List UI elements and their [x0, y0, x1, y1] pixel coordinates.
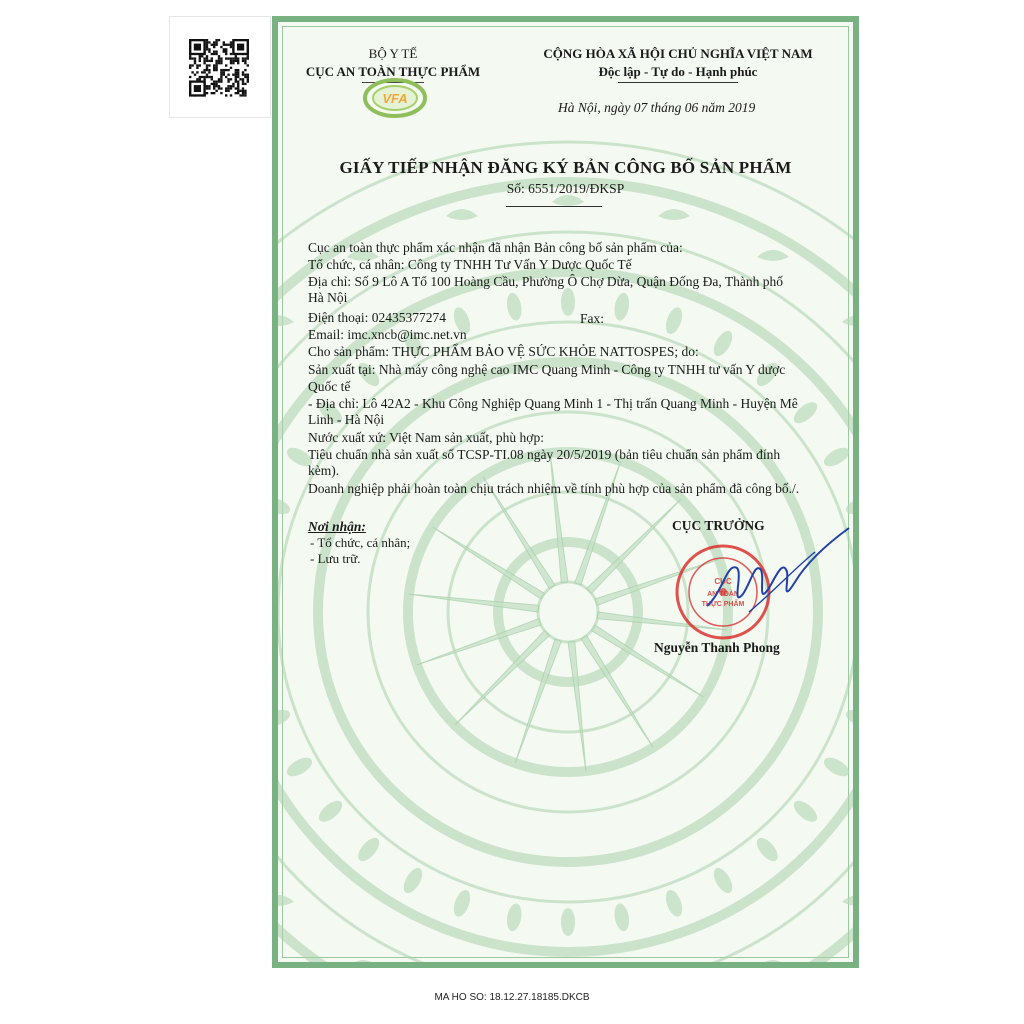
svg-text:THỰC PHẨM: THỰC PHẨM	[701, 601, 745, 608]
body-line: - Địa chỉ: Lô 42A2 - Khu Công Nghiệp Quang Minh 1 - Thị trấn Quang Minh - Huyện Mê	[308, 396, 798, 411]
body-line: Hà Nội	[308, 290, 348, 305]
signatory-role: CỤC TRƯỞNG	[672, 518, 765, 533]
qr-code-icon	[185, 39, 253, 99]
recipient-item: - Tổ chức, cá nhân;	[310, 535, 411, 550]
svg-text:CỤC: CỤC	[714, 577, 732, 586]
signature-mark	[703, 522, 853, 632]
svg-text:AN TOÀN: AN TOÀN	[707, 591, 739, 598]
ministry-name: BỘ Y TẾ	[368, 46, 418, 61]
body-line: Điện thoại: 02435377274	[308, 310, 446, 325]
title-underline	[506, 206, 602, 207]
body-line: Doanh nghiệp phải hoàn toàn chịu trách nhiệm về tính phù hợp của sản phẩm đã công bố./.	[308, 481, 800, 496]
document-number: Số: 6551/2019/ĐKSP	[506, 181, 625, 196]
body-line: Nước xuất xứ: Việt Nam sản xuất, phù hợp:	[308, 430, 544, 445]
vfa-logo	[360, 76, 430, 120]
svg-text:VFA: VFA	[382, 91, 408, 106]
body-line: Sản xuất tại: Nhà máy công nghệ cao IMC Quang Minh - Công ty TNHH tư vấn Y dược	[308, 362, 786, 377]
motto-underline	[618, 82, 738, 83]
recipients-heading: Nơi nhận:	[308, 519, 366, 534]
body-line: Địa chỉ: Số 9 Lô A Tổ 100 Hoàng Cầu, Phường Ô Chợ Dừa, Quận Đống Đa, Thành phố	[308, 274, 784, 289]
recipient-item: - Lưu trữ.	[310, 551, 361, 566]
agency-name: CỤC AN TOÀN THỰC PHẨM	[305, 64, 481, 79]
document-title: GIẤY TIẾP NHẬN ĐĂNG KÝ BẢN CÔNG BỐ SẢN PHẨM	[339, 158, 792, 177]
fax-label: Fax:	[580, 311, 605, 326]
national-motto: Độc lập - Tự do - Hạnh phúc	[598, 64, 758, 79]
issue-date: Hà Nội, ngày 07 tháng 06 năm 2019	[558, 100, 756, 115]
body-line: Cục an toàn thực phẩm xác nhận đã nhận Bản công bố sản phẩm của:	[308, 240, 683, 255]
republic-name: CỘNG HÒA XÃ HỘI CHỦ NGHĨA VIỆT NAM	[543, 46, 813, 61]
body-line: Email: imc.xncb@imc.net.vn	[308, 327, 467, 342]
body-line: kèm).	[308, 463, 340, 478]
body-line: Linh - Hà Nội	[308, 412, 385, 427]
body-line: Tiêu chuẩn nhà sản xuất số TCSP-TI.08 ngày 20/5/2019 (bản tiêu chuẩn sản phẩm đính	[308, 447, 781, 462]
body-line: Tổ chức, cá nhân: Công ty TNHH Tư Vấn Y Dược Quốc Tế	[308, 257, 632, 272]
record-code: MA HO SO: 18.12.27.18185.DKCB	[434, 992, 590, 1003]
body-line: Cho sản phẩm: THỰC PHẨM BẢO VỆ SỨC KHỎE NATTOSPES; do:	[308, 344, 699, 359]
signatory-name: Nguyễn Thanh Phong	[654, 640, 780, 655]
qr-code-thumbnail	[169, 16, 271, 118]
certificate	[272, 16, 859, 968]
body-line: Quốc tế	[308, 379, 351, 394]
